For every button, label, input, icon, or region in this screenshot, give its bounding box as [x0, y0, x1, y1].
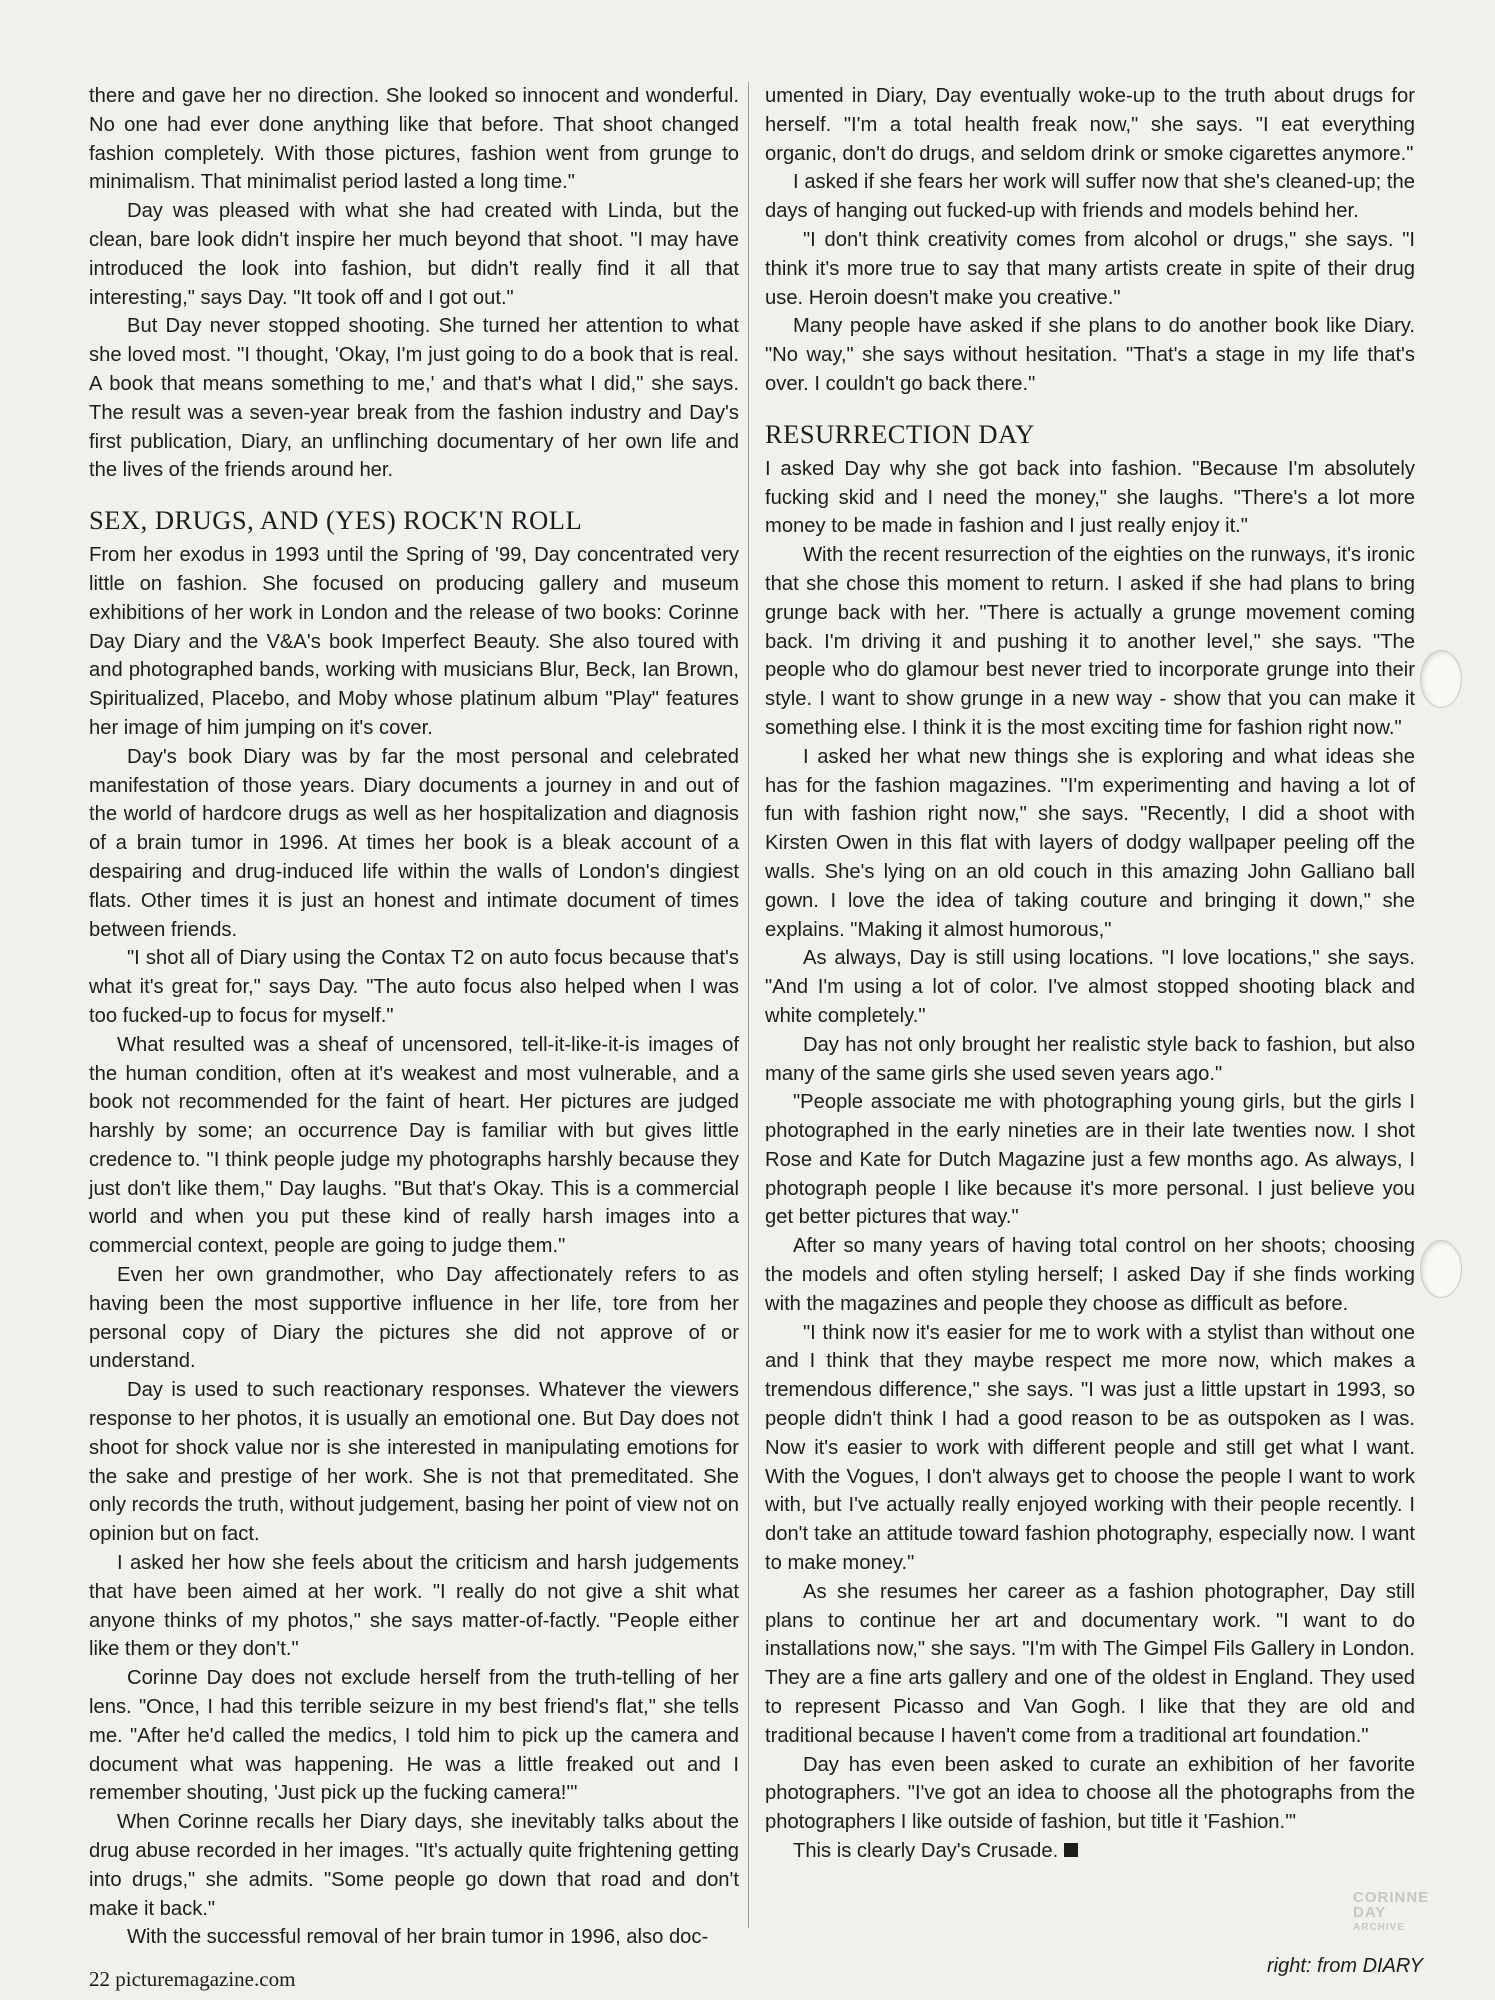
- paragraph: Day has not only brought her realistic style back to fashion, but also many of the same girls she used seven years ago.": [765, 1033, 1415, 1085]
- binder-hole: [1420, 650, 1462, 708]
- paragraph: umented in Diary, Day eventually woke-up to the truth about drugs for herself. "I'm a total health freak now," she says. "I eat everything organic, don't do drugs, and seldom drink or smoke cigarettes anymore.": [765, 85, 1415, 165]
- page-number: 22: [89, 1967, 110, 1991]
- paragraph: Day is used to such reactionary responses. Whatever the viewers response to her photos, it is usually an emotional one. But Day does not shoot for shock value nor is she interested in manipulating emotions for the sake and prestige of her work. She is not that premeditated. She only records the truth, without judgement, basing her point of view not on opinion but on fact.: [89, 1379, 739, 1546]
- paragraph: I asked her how she feels about the criticism and harsh judgements that have been aimed at her work. "I really do not give a shit what anyone thinks of my photos," she says matter-of-factly. "People either like them or they don't.": [89, 1552, 739, 1661]
- watermark-line: ARCHIVE: [1353, 1922, 1406, 1933]
- binder-hole: [1420, 1240, 1462, 1298]
- caption-prefix: right: from: [1267, 1955, 1363, 1977]
- paragraph: Day's book Diary was by far the most personal and celebrated manifestation of those years. Diary documents a journey in and out of the world of hardcore drugs as well as her hospitalization and diagnosis of a brain tumor in 1996. At times her book is a bleak account of a despairing and drug-induced life within the walls of London's dingiest flats. Other times it is just an honest and intimate document of times between friends.: [89, 745, 739, 941]
- paragraph: Day was pleased with what she had created with Linda, but the clean, bare look didn't inspire her much beyond that shoot. "I may have introduced the look into fashion, but didn't really find it all that interesting," says Day. "It took off and I got out.": [89, 200, 739, 309]
- paragraph: "I think now it's easier for me to work with a stylist than without one and I think that they maybe respect me more now, which makes a tremendous difference," she says. "I was just a little upstart in 1993, so people didn't think I had a good reason to be as outspoken as I was. Now it's easier to work with different people and still get what I want. With the Vogues, I don't always get to choose the people I want to work with, but I've actually really enjoyed working with their people recently. I don't take an attitude toward fashion photography, especially now. I want to make money.": [765, 1321, 1415, 1575]
- paragraph: From her exodus in 1993 until the Spring of '99, Day concentrated very little on fashion. She focused on producing gallery and museum exhibitions of her work in London and the release of two books: Corinne Day Diary and the V&A's book Imperfect Beauty. She also toured with and photographed bands, working with musicians Blur, Beck, Ian Brown, Spiritualized, Placebo, and Moby whose platinum album "Play" features her image of him jumping on it's cover.: [89, 544, 739, 739]
- section-heading: RESURRECTION DAY: [765, 418, 1035, 449]
- closing-text: This is clearly Day's Crusade.: [793, 1840, 1059, 1863]
- column-divider: [748, 82, 749, 1928]
- paragraph: Corinne Day does not exclude herself from the truth-telling of her lens. "Once, I had this terrible seizure in my best friend's flat," she tells me. "After he'd called the medics, I told him to pick up the camera and document what was happening. He was a little freaked out and I remember shouting, 'Just pick up the fucking camera!'": [89, 1667, 739, 1805]
- end-mark-icon: [1064, 1843, 1078, 1857]
- paragraph: "People associate me with photographing young girls, but the girls I photographed in the early nineties are in their late twenties now. I shot Rose and Kate for Dutch Magazine just a few months ago. As always, I photograph people I like because it's more personal. I just believe you get better pictures that way.": [765, 1091, 1415, 1229]
- watermark-line: CORINNE: [1353, 1889, 1430, 1906]
- article-column-right: [765, 82, 1415, 1866]
- paragraph: With the successful removal of her brain tumor in 1996, also doc-: [127, 1926, 709, 1949]
- page-footer: [89, 1967, 295, 1992]
- paragraph: "I don't think creativity comes from alcohol or drugs," she says. "I think it's more true to say that many artists create in spite of their drug use. Heroin doesn't make you creative.": [765, 228, 1415, 309]
- paragraph: there and gave her no direction. She looked so innocent and wonderful. No one had ever done anything like that before. That shoot changed fashion completely. With those pictures, fashion went from grunge to minimalism. That minimalist period lasted a long time.": [89, 85, 739, 194]
- paragraph: With the recent resurrection of the eighties on the runways, it's ironic that she chose this moment to return. I asked if she had plans to bring grunge back with her. "There is actually a grunge movement coming back. I'm driving it and pushing it to another level," she says. "The people who do glamour best never tried to incorporate grunge into their style. I want to show grunge in a new way - show that you can make it something else. I think it is the most exciting time for fashion right now.": [765, 544, 1415, 739]
- paragraph: I asked her what new things she is exploring and what ideas she has for the fashion magazines. "I'm experimenting and having a lot of fun with fashion right now," she says. "Recently, I did a shoot with Kirsten Owen in this flat with layers of dodgy wallpaper peeling off the walls. She's lying on an old couch in this amazing John Galliano ball gown. I love the idea of taking couture and bringing it down," she explains. "Making it almost humorous,": [765, 745, 1415, 941]
- paragraph: After so many years of having total control on her shoots; choosing the models and often styling herself; I asked Day if she finds working with the magazines and people they choose as difficult as before.: [765, 1235, 1415, 1315]
- paragraph: What resulted was a sheaf of uncensored, tell-it-like-it-is images of the human condition, often at it's weakest and most vulnerable, and a book not recommended for the faint of heart. Her pictures are judged harshly by some; an occurrence Day is familiar with but gives little credence to. "I think people judge my photographs harshly because they just don't like them," Day laughs. "But that's Okay. This is a commercial world and when you put these kind of really harsh images into a commercial context, people are going to judge them.": [89, 1033, 739, 1258]
- archive-watermark: [1353, 1890, 1473, 1935]
- photo-caption: [1267, 1955, 1423, 1978]
- paragraph: As she resumes her career as a fashion photographer, Day still plans to continue her art and documentary work. "I want to do installations now," she says. "I'm with The Gimpel Fils Gallery in London. They are a fine arts gallery and one of the oldest in England. They used to represent Picasso and Van Gogh. I like that they are old and traditional because I haven't come from a traditional art foundation.": [765, 1580, 1415, 1747]
- paragraph: Many people have asked if she plans to do another book like Diary. "No way," she says without hesitation. "That's a stage in my life that's over. I couldn't go back there.": [765, 315, 1415, 395]
- closing-paragraph: [765, 1837, 1415, 1866]
- paragraph: Even her own grandmother, who Day affectionately refers to as having been the most supportive influence in her life, tore from her personal copy of Diary the pictures she did not approve of or understand.: [89, 1264, 739, 1373]
- section-heading: SEX, DRUGS, AND (YES) ROCK'N ROLL: [89, 505, 583, 536]
- caption-title: DIARY: [1362, 1955, 1423, 1977]
- paragraph: Day has even been asked to curate an exhibition of her favorite photographers. "I've got an idea to choose all the photographs from the photographers I like outside of fashion, but title it 'Fashion.'": [765, 1753, 1415, 1834]
- article-column-left: [89, 82, 739, 1952]
- paragraph: As always, Day is still using locations. "I love locations," she says. "And I'm using a lot of color. I've almost stopped shooting black and white completely.": [765, 947, 1415, 1027]
- paragraph: I asked if she fears her work will suffer now that she's cleaned-up; the days of hanging out fucked-up with friends and models behind her.: [765, 171, 1415, 223]
- paragraph: "I shot all of Diary using the Contax T2 on auto focus because that's what it's great for," says Day. "The auto focus also helped when I was too fucked-up to focus for myself.": [89, 947, 739, 1027]
- magazine-site: picturemagazine.com: [115, 1967, 296, 1991]
- paragraph: When Corinne recalls her Diary days, she inevitably talks about the drug abuse recorded in her images. "It's actually quite frightening getting into drugs," she admits. "Some people go down that road and don't make it back.": [89, 1811, 739, 1920]
- paragraph: I asked Day why she got back into fashion. "Because I'm absolutely fucking skid and I need the money," she laughs. "There's a lot more money to be made in fashion and I just really enjoy it.": [765, 457, 1415, 538]
- paragraph: But Day never stopped shooting. She turned her attention to what she loved most. "I thought, 'Okay, I'm just going to do a book that is real. A book that means something to me,' and that's what I did," she says. The result was a seven-year break from the fashion industry and Day's first publication, Diary, an unflinching documentary of her own life and the lives of the friends around her.: [89, 315, 739, 482]
- watermark-line: DAY: [1353, 1904, 1387, 1921]
